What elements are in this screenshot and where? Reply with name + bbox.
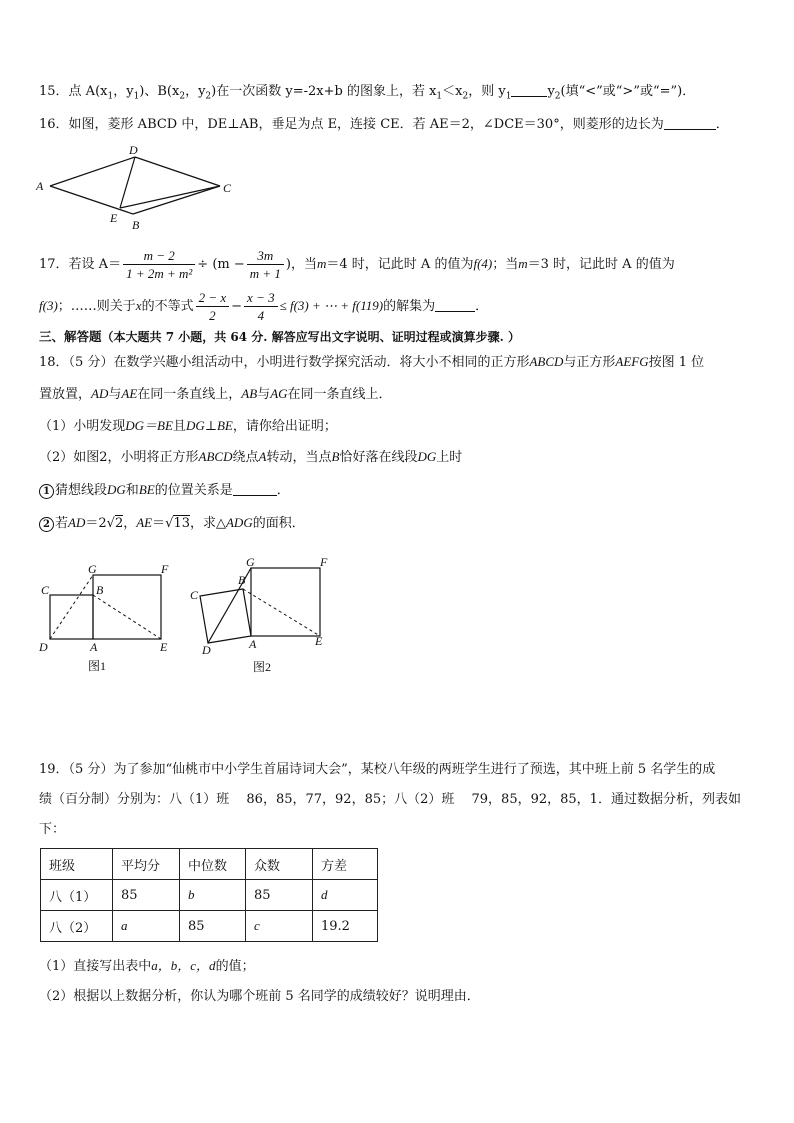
fraction-3: $\frac{2 - x}{2}$ bbox=[196, 289, 230, 324]
segment-be bbox=[93, 595, 161, 639]
table-row bbox=[41, 911, 378, 942]
table-cell: 85 bbox=[246, 880, 313, 911]
label-e: E bbox=[110, 211, 118, 225]
table-cell: 19.2 bbox=[313, 911, 378, 942]
label-c: C bbox=[190, 588, 199, 602]
figure-2 bbox=[186, 552, 336, 672]
figure-1 bbox=[34, 558, 184, 678]
label-a: A bbox=[249, 637, 257, 651]
label-a: A bbox=[36, 179, 44, 193]
label-f: F bbox=[320, 555, 328, 569]
label-d: D bbox=[129, 143, 138, 157]
figure-2-caption: 图2 bbox=[253, 660, 272, 674]
label-e: E bbox=[315, 634, 323, 648]
table-row bbox=[41, 880, 378, 911]
table-cell: 85 bbox=[113, 880, 180, 911]
label-d: D bbox=[39, 640, 48, 654]
sqrt-sign: √ bbox=[165, 516, 174, 531]
question-19-line-2: 绩（百分制）分别为：八（1）班 86，85，77，92，85；八（2）班 79，85，92，85，1．通过数据分析，列表如 bbox=[39, 792, 741, 807]
label-e: E bbox=[160, 640, 168, 654]
answer-blank[interactable] bbox=[233, 481, 277, 496]
label-b: B bbox=[96, 583, 104, 597]
circled-number-2: 2 bbox=[39, 517, 54, 532]
segment-de bbox=[120, 157, 135, 208]
answer-blank[interactable] bbox=[511, 82, 547, 97]
table-header-cell: 平均分 bbox=[113, 849, 180, 880]
table-header-row bbox=[41, 849, 378, 880]
table-cell: a bbox=[113, 911, 180, 942]
sqrt-sign: √ bbox=[106, 516, 115, 531]
table-cell: d bbox=[313, 880, 378, 911]
question-18-sub-2: 2 若AD＝2√2，AE＝√13，求△ADG的面积． bbox=[39, 513, 305, 534]
question-19-line-3: 下： bbox=[39, 822, 66, 837]
label-c: C bbox=[223, 181, 232, 195]
question-19-part-1: （1）直接写出表中a，b，c，d的值； bbox=[39, 958, 255, 974]
fraction-2: $\frac{3m}{m + 1}$ bbox=[247, 247, 284, 282]
scores-table bbox=[40, 848, 378, 942]
label-g: G bbox=[88, 562, 97, 576]
answer-blank[interactable] bbox=[664, 115, 716, 130]
question-18-part-1: （1）小明发现DG＝BE且DG⊥BE，请你给出证明； bbox=[39, 418, 337, 434]
figure-1-caption: 图1 bbox=[88, 659, 107, 673]
table-header-cell: 班级 bbox=[41, 849, 113, 880]
label-b: B bbox=[132, 218, 140, 232]
label-g: G bbox=[246, 555, 255, 569]
question-17-line-2: f(3)；……则关于x的不等式 $\frac{2 - x}{2}$ − $\frac{x - 3}{4}$ ≤ f(3) + ⋯ + f(119)的解集为 ． bbox=[39, 290, 489, 323]
table-cell: b bbox=[180, 880, 246, 911]
label-c: C bbox=[41, 583, 50, 597]
segment-dg bbox=[50, 575, 93, 639]
side-dc bbox=[135, 157, 220, 186]
label-b: B bbox=[238, 573, 246, 587]
question-18-part-2: （2）如图2，小明将正方形ABCD绕点A转动，当点B恰好落在线段DG上时 bbox=[39, 449, 463, 465]
question-18-line-2: 置放置，AD与AE在同一条直线上，AB与AG在同一条直线上． bbox=[39, 386, 392, 402]
table-header-cell: 方差 bbox=[313, 849, 378, 880]
question-19-part-2: （2）根据以上数据分析，你认为哪个班前 5 名同学的成绩较好？说明理由． bbox=[39, 989, 480, 1004]
rhombus-figure bbox=[30, 142, 230, 232]
square-abcd bbox=[50, 595, 93, 639]
table-header-cell: 中位数 bbox=[180, 849, 246, 880]
fraction-1: $\frac{m - 2}{\text{1 + 2m + m²}}$ bbox=[123, 247, 195, 282]
circled-number-1: 1 bbox=[39, 484, 54, 499]
question-17-line-1: 17．若设 A＝ $\frac{m - 2}{\text{1 + 2m + m²}}$ ÷ (m − $\frac{3m}{m + 1}$ )，当m＝4 时，记此时 A 的值为f(4)；当m＝3 时，记此时 A 的值为 bbox=[39, 248, 675, 281]
question-18-line-1: 18．（5 分）在数学兴趣小组活动中，小明进行数学探究活动．将大小不相同的正方形ABCD与正方形AEFG按图 1 位 bbox=[39, 354, 705, 370]
table-cell: 85 bbox=[180, 911, 246, 942]
question-18-sub-1: 1 猜想线段DG和BE的位置关系是 ． bbox=[39, 480, 290, 501]
square-aefg bbox=[251, 568, 320, 636]
fraction-4: $\frac{x - 3}{4}$ bbox=[244, 289, 278, 324]
question-19-line-1: 19．（5 分）为了参加“仙桃市中小学生首届诗词大会”，某校八年级的两班学生进行了预选，其中班上前 5 名学生的成 bbox=[39, 762, 716, 777]
question-16: 16．如图，菱形 ABCD 中，DE⊥AB，垂足为点 E，连接 CE．若 AE＝2，∠DCE＝30°，则菱形的边长为 ． bbox=[39, 117, 729, 132]
label-f: F bbox=[161, 562, 169, 576]
label-d: D bbox=[202, 643, 211, 657]
side-ad bbox=[50, 157, 135, 186]
table-cell: c bbox=[246, 911, 313, 942]
table-cell: 八（1） bbox=[41, 880, 113, 911]
question-15: 15．点 $A(x_1$，$y_1$)、$B(x_2$，$y_2$)在一次函数 y=-2x+b 的图象上，若 $x_1<x_2$，则 $y_1$ $y_2$(填“<”或“>”或“=”)． bbox=[39, 84, 696, 102]
table-cell: 八（2） bbox=[41, 911, 113, 942]
section-3-heading: 三、解答题（本大题共 7 小题，共 64 分. 解答应写出文字说明、证明过程或演算步骤. ） bbox=[39, 329, 520, 344]
square-abcd bbox=[200, 589, 251, 643]
table-header-cell: 众数 bbox=[246, 849, 313, 880]
answer-blank[interactable] bbox=[435, 297, 475, 312]
side-cb bbox=[133, 186, 220, 214]
side-ba bbox=[50, 186, 133, 214]
label-a: A bbox=[90, 640, 98, 654]
segment-ce bbox=[120, 186, 220, 208]
segment-be bbox=[243, 589, 320, 636]
